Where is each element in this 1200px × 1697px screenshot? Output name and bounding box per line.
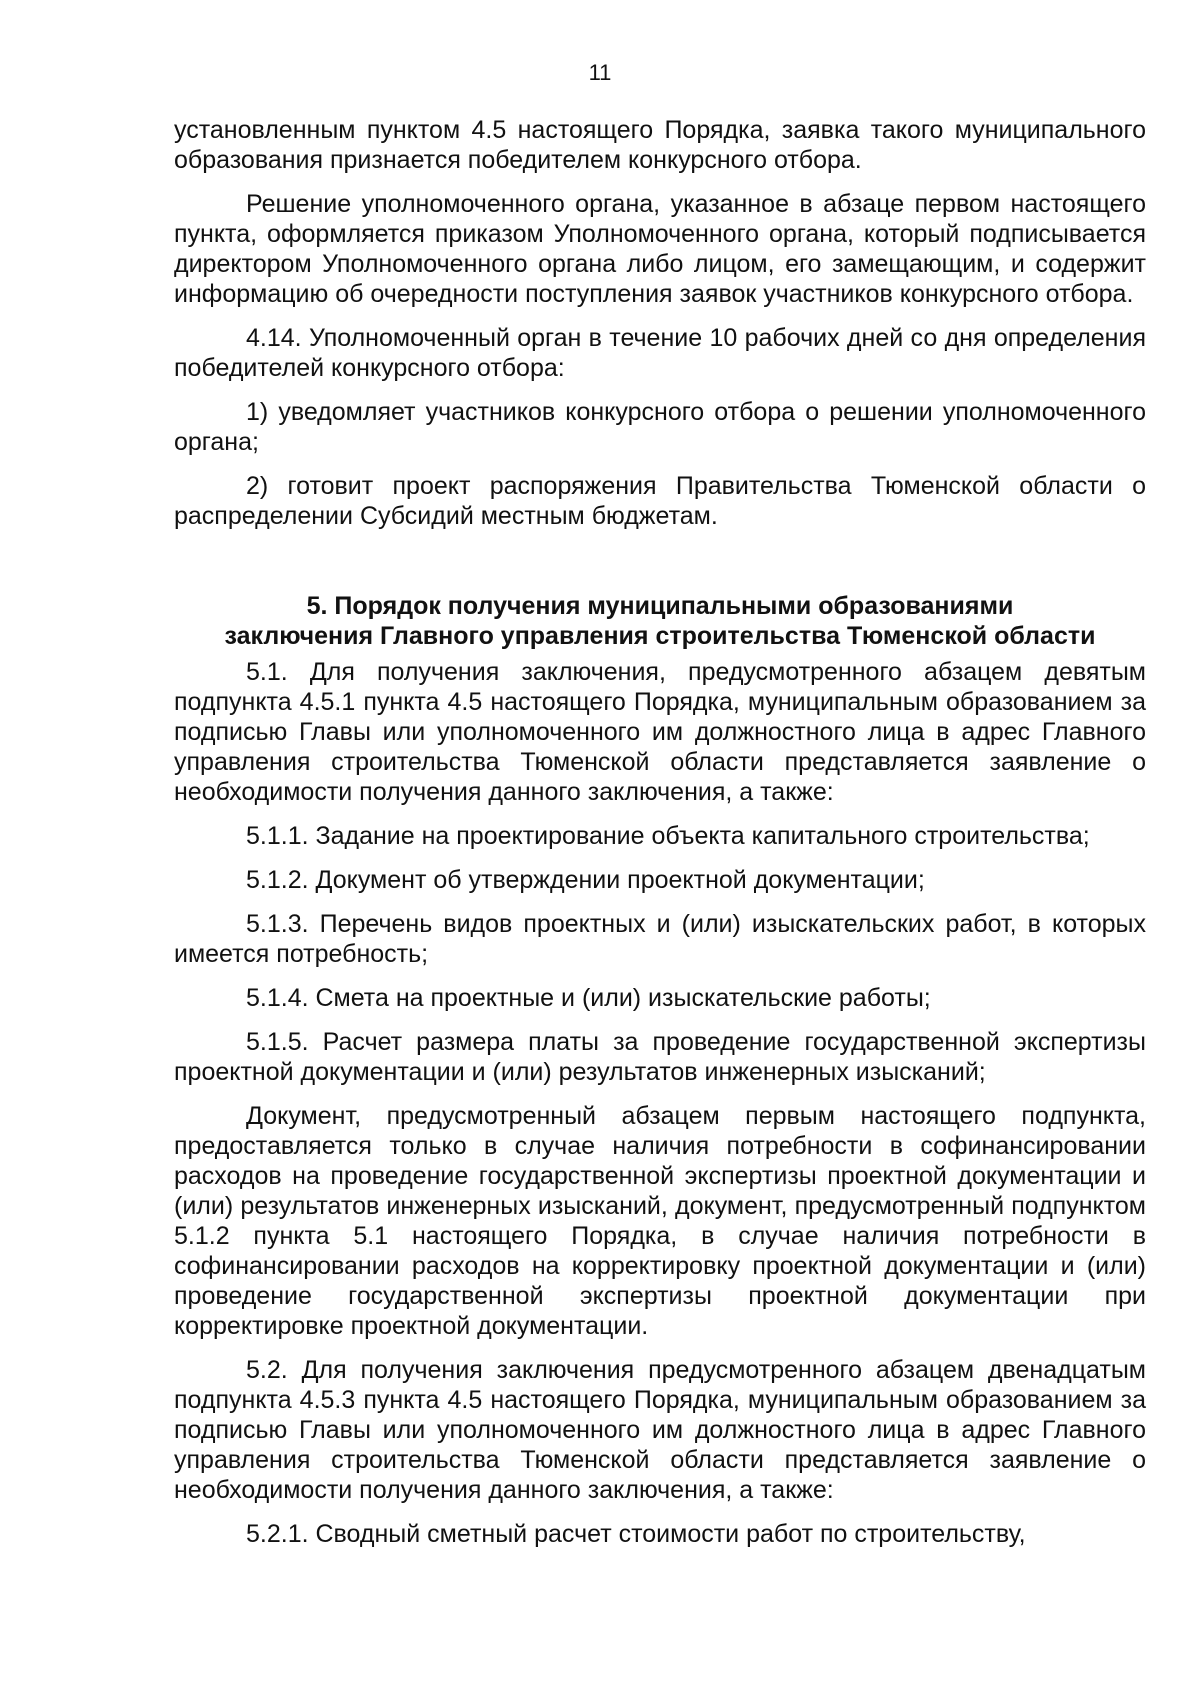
paragraph-4-14-item-2: 2) готовит проект распоряжения Правительства Тюменской области о распределении Субсидий местным бюджетам. [174, 472, 1146, 530]
document-body [174, 115, 1146, 1563]
paragraph-5-1-2: 5.1.2. Документ об утверждении проектной документации; [246, 866, 925, 894]
paragraph-decision: Решение уполномоченного органа, указанное в абзаце первом настоящего пункта, оформляется приказом Уполномоченного органа, который подписывается директором Уполномоченного органа либо лицом, его замещающим, и содержит информацию об очередности поступления заявок участников конкурсного отбора. [174, 190, 1146, 308]
paragraph-5-2-1: 5.2.1. Сводный сметный расчет стоимости работ по строительству, [246, 1520, 1026, 1548]
paragraph-4-14-item-1: 1) уведомляет участников конкурсного отбора о решении уполномоченного органа; [174, 398, 1146, 456]
paragraph-5-1: 5.1. Для получения заключения, предусмотренного абзацем девятым подпункта 4.5.1 пункта 4.5 настоящего Порядка, муниципальным образованием за подписью Главы или уполномоченного им должностного лица в адрес Главного управления строительства Тюменской области представляется заявление о необходимости получения данного заключения, а также: [174, 658, 1146, 806]
paragraph-5-1-1: 5.1.1. Задание на проектирование объекта капитального строительства; [246, 822, 1090, 850]
section-heading-line-1: 5. Порядок получения муниципальными образованиями [306, 592, 1014, 620]
paragraph-5-1-3: 5.1.3. Перечень видов проектных и (или) изыскательских работ, в которых имеется потребность; [174, 910, 1146, 968]
paragraph-document-note: Документ, предусмотренный абзацем первым настоящего подпункта, предоставляется только в случае наличия потребности в софинансировании расходов на проведение государственной экспертизы проектной документации и (или) результатов инженерных изысканий, документ, предусмотренный подпунктом 5.1.2 пункта 5.1 настоящего Порядка, в случае наличия потребности в софинансировании расходов на корректировку проектной документации и (или) проведение государственной экспертизы проектной документации при корректировке проектной документации. [174, 1102, 1146, 1340]
paragraph-5-2: 5.2. Для получения заключения предусмотренного абзацем двенадцатым подпункта 4.5.3 пункта 4.5 настоящего Порядка, муниципальным образованием за подписью Главы или уполномоченного им должностного лица в адрес Главного управления строительства Тюменской области представляется заявление о необходимости получения данного заключения, а также: [174, 1356, 1146, 1504]
section-heading-line-2: заключения Главного управления строительства Тюменской области [224, 622, 1096, 650]
paragraph-continuation: установленным пунктом 4.5 настоящего Порядка, заявка такого муниципального образования признается победителем конкурсного отбора. [174, 116, 1146, 174]
paragraph-5-1-5: 5.1.5. Расчет размера платы за проведение государственной экспертизы проектной документации и (или) результатов инженерных изысканий; [174, 1028, 1146, 1086]
section-heading [174, 591, 1146, 651]
page-number: 11 [588, 60, 612, 85]
paragraph-5-1-4: 5.1.4. Смета на проектные и (или) изыскательские работы; [246, 984, 931, 1012]
paragraph-4-14: 4.14. Уполномоченный орган в течение 10 рабочих дней со дня определения победителей конкурсного отбора: [174, 324, 1146, 382]
